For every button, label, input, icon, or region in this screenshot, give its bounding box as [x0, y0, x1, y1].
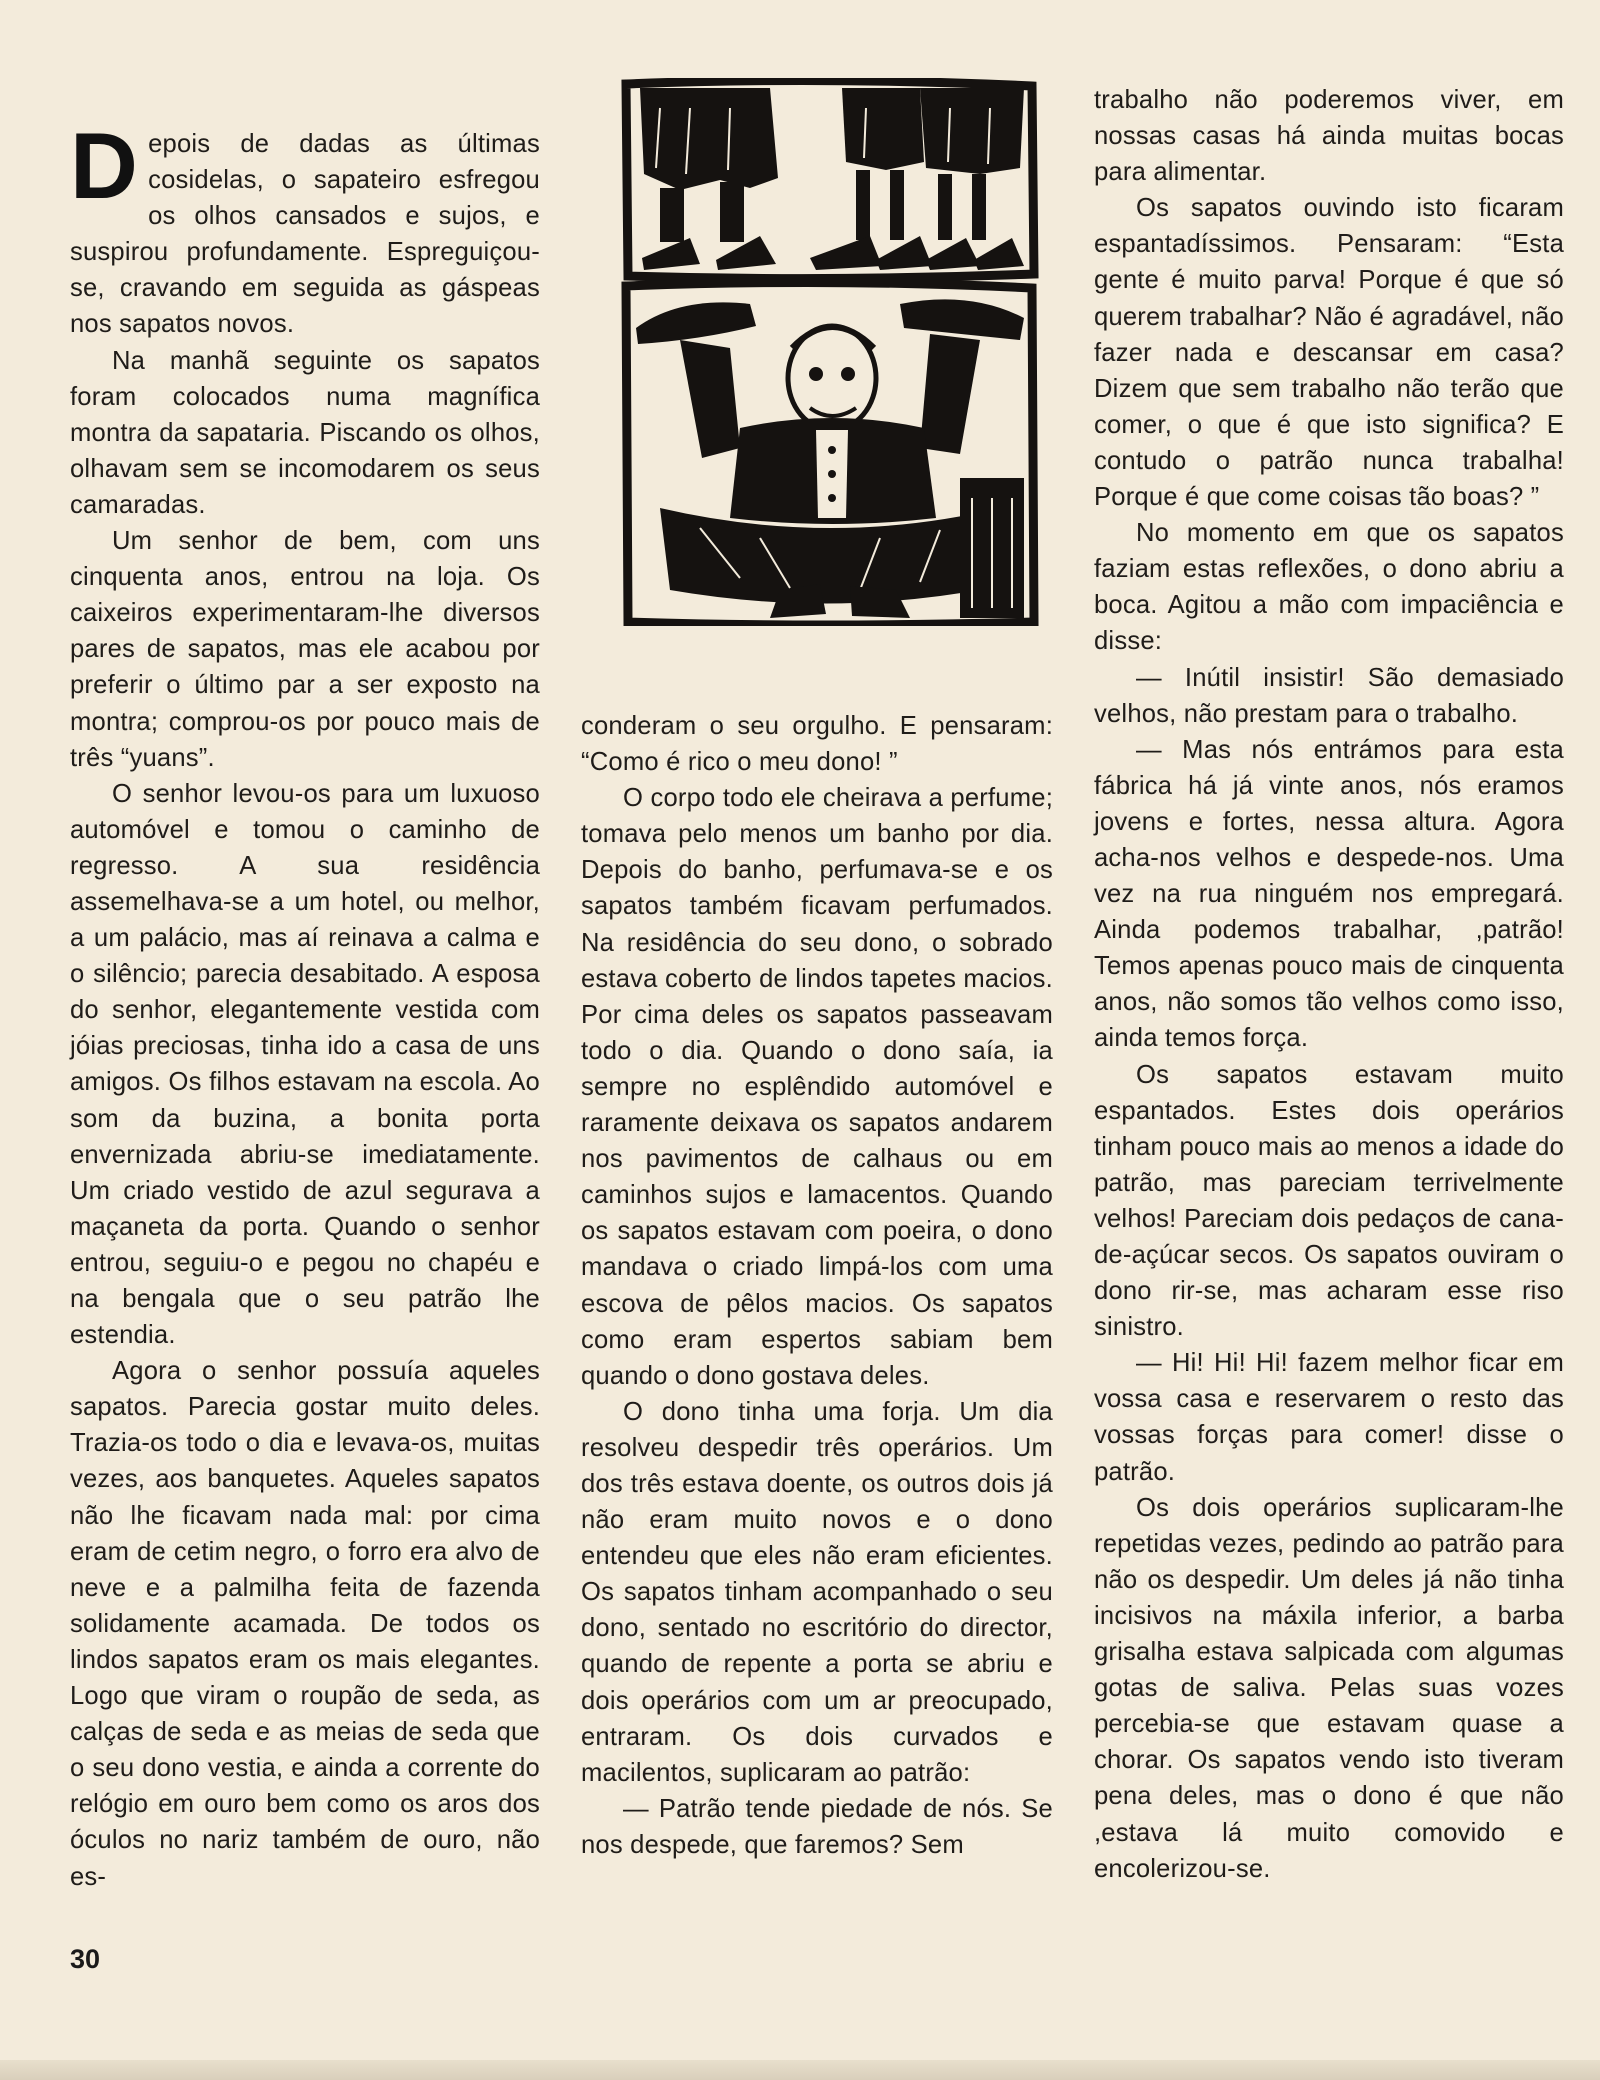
paragraph: — Mas nós entrámos para esta fábrica há já vinte anos, nós eramos jovens e fortes, nessa altura. Agora acha-nos velhos e despede-nos. Uma vez na rua ninguém nos empregará. Ainda podemos trabalhar, ,patrão! Temos apenas pouco mais de cinquenta anos, não somos tão velhos como isso, ainda temos força.: [1094, 735, 1564, 1053]
paragraph: Os dois operários suplicaram-lhe repetidas vezes, pedindo ao patrão para não os despedir. Um deles já não tinha incisivos na máxila inferior, a barba grisalha estava salpicada com algumas gotas de saliva. Pelas suas vozes percebia-se que estavam quase a chorar. Os sapatos vendo isto tiveram pena deles, mas o dono é que não ,estava lá muito comovido e encolerizou-se.: [1094, 1493, 1564, 1883]
woodcut-illustration: [620, 78, 1040, 626]
paragraph: — Patrão tende piedade de nós. Se nos despede, que faremos? Sem: [581, 1794, 1053, 1859]
paragraph: — Hi! Hi! Hi! fazem melhor ficar em vossa casa e reservarem o resto das vossas forças para comer! disse o patrão.: [1094, 1349, 1564, 1486]
text-column-3: [1094, 82, 1564, 1887]
paragraph: Agora o senhor possuía aqueles sapatos. Parecia gostar muito deles. Trazia-os todo o dia e levava-os, muitas vezes, aos banquetes. Aqueles sapatos não lhe ficavam nada mal: por cima eram de cetim negro, o forro era alvo de neve e a palmilha feita de fazenda solidamente acamada. De todos os lindos sapatos eram os mais elegantes. Logo que viram o roupão de seda, as calças de seda e as meias de seda que o seu dono vestia, e ainda a corrente do relógio em ouro bem como os aros dos óculos no nariz também de ouro, não es-: [70, 1357, 540, 1891]
paragraph: No momento em que os sapatos faziam estas reflexões, o dono abriu a boca. Agitou a mão com impaciência e disse:: [1094, 519, 1564, 656]
paragraph: — Inútil insistir! São demasiado velhos, não prestam para o trabalho.: [1094, 663, 1564, 728]
text-column-1: [70, 113, 540, 1895]
paragraph: Na manhã seguinte os sapatos foram colocados numa magnífica montra da sapataria. Piscando os olhos, olhavam sem se incomodarem os seus camaradas.: [70, 346, 540, 519]
page-edge: [0, 2060, 1600, 2080]
drop-cap: D: [70, 113, 139, 218]
paragraph: O dono tinha uma forja. Um dia resolveu despedir três operários. Um dos três estava doente, os outros dois já não eram muito novos e o dono entendeu que eles não eram eficientes. Os sapatos tinham acompanhado o seu dono, sentado no escritório do director, quando de repente a porta se abriu e dois operários com um ar preocupado, entraram. Os dois curvados e macilentos, suplicaram ao patrão:: [581, 1397, 1053, 1787]
page-number: 30: [70, 1944, 101, 1974]
paragraph: trabalho não poderemos viver, em nossas casas há ainda muitas bocas para alimentar.: [1094, 86, 1564, 187]
paragraph: Um senhor de bem, com uns cinquenta anos, entrou na loja. Os caixeiros experimentaram-lhe diversos pares de sapatos, mas ele acabou por preferir o último par a ser exposto na montra; comprou-os por pouco mais de três “yuans”.: [70, 527, 540, 772]
text-column-2: [581, 708, 1053, 1863]
paragraph: conderam o seu orgulho. E pensaram: “Como é rico o meu dono! ”: [581, 712, 1053, 777]
paragraph: O corpo todo ele cheirava a perfume; tomava pelo menos um banho por dia. Depois do banho, perfumava-se e os sapatos também ficavam perfumados. Na residência do seu dono, o sobrado estava coberto de lindos tapetes macios. Por cima deles os sapatos passeavam todo o dia. Quando o dono saía, ia sempre no esplêndido automóvel e raramente deixava os sapatos andarem nos pavimentos de calhaus ou em caminhos sujos e lamacentos. Quando os sapatos estavam com poeira, o dono mandava o criado limpá-los com uma escova de pêlos macios. Os sapatos como eram espertos sabiam bem quando o dono gostava deles.: [581, 784, 1053, 1390]
paragraph: O senhor levou-os para um luxuoso automóvel e tomou o caminho de regresso. A sua residência assemelhava-se a um hotel, ou melhor, a um palácio, mas aí reinava a calma e o silêncio; parecia desabitado. A esposa do senhor, elegantemente vestida com jóias preciosas, tinha ido a casa de uns amigos. Os filhos estavam na escola. Ao som da buzina, a bonita porta envernizada abriu-se imediatamente. Um criado vestido de azul segurava a maçaneta da porta. Quando o senhor entrou, seguiu-o e pegou no chapéu e na bengala que o seu patrão lhe estendia.: [70, 779, 540, 1350]
paragraph: Os sapatos estavam muito espantados. Estes dois operários tinham pouco mais ao menos a idade do patrão, mas pareciam terrivelmente velhos! Pareciam dois pedaços de cana-de-açúcar secos. Os sapatos ouviram o dono rir-se, mas acharam esse riso sinistro.: [1094, 1060, 1564, 1342]
paragraph: Depois de dadas as últimas cosidelas, o sapateiro esfregou os olhos cansados e sujos, e suspirou profundamente. Espreguiçou-se, cravando em seguida as gáspeas nos sapatos novos.: [70, 113, 540, 339]
paragraph: Os sapatos ouvindo isto ficaram espantadíssimos. Pensaram: “Esta gente é muito parva! Porque é que só querem trabalhar? Não é agradável, não fazer nada e descansar em casa? Dizem que sem trabalho não terão que comer, o que é que isto significa? E contudo o patrão nunca trabalha! Porque é que come coisas tão boas? ”: [1094, 194, 1564, 512]
